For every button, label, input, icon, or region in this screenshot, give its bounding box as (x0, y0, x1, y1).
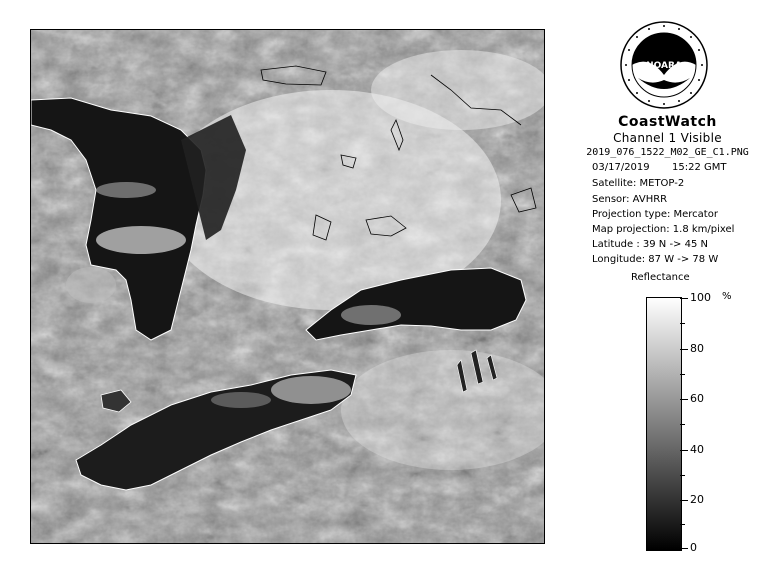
colorbar-tick (680, 349, 688, 350)
colorbar-tick (680, 298, 688, 299)
colorbar-minor-tick (680, 323, 685, 324)
colorbar-minor-tick (680, 374, 685, 375)
colorbar-minor-tick (680, 524, 685, 525)
colorbar-tick-label: 60 (690, 392, 704, 405)
satellite-map (30, 29, 545, 544)
colorbar-tick-label: 40 (690, 443, 704, 456)
datetime-row (592, 162, 727, 173)
app-title: CoastWatch (618, 114, 717, 130)
colorbar-tick (680, 548, 688, 549)
reflectance-colorbar (646, 297, 682, 551)
colorbar-tick-label: 80 (690, 342, 704, 355)
colorbar-tick-label: 20 (690, 493, 704, 506)
time-text: 15:22 GMT (672, 162, 727, 173)
noaa-logo (619, 20, 709, 110)
colorbar-tick-label: 100 (690, 291, 711, 304)
colorbar-tick-label: 0 (690, 541, 697, 554)
colorbar-minor-tick (680, 424, 685, 425)
satellite-text: Satellite: METOP-2 (592, 178, 685, 189)
colorbar-minor-tick (680, 475, 685, 476)
colorbar-tick (680, 399, 688, 400)
projection-type-text: Projection type: Mercator (592, 209, 718, 220)
sensor-text: Sensor: AVHRR (592, 194, 668, 205)
colorbar-tick (680, 500, 688, 501)
satellite-image (31, 30, 544, 543)
colorbar-label: Reflectance (631, 272, 690, 283)
logo-center-text: NOARA (646, 61, 682, 71)
latitude-text: Latitude : 39 N -> 45 N (592, 239, 708, 250)
map-projection-text: Map projection: 1.8 km/pixel (592, 224, 735, 235)
image-filename: 2019_076_1522_M02_GE_C1.PNG (586, 147, 749, 158)
colorbar-tick (680, 450, 688, 451)
date-text: 03/17/2019 (592, 162, 650, 173)
longitude-text: Longitude: 87 W -> 78 W (592, 254, 719, 265)
colorbar-unit: % (722, 291, 732, 302)
channel-subtitle: Channel 1 Visible (613, 131, 722, 145)
